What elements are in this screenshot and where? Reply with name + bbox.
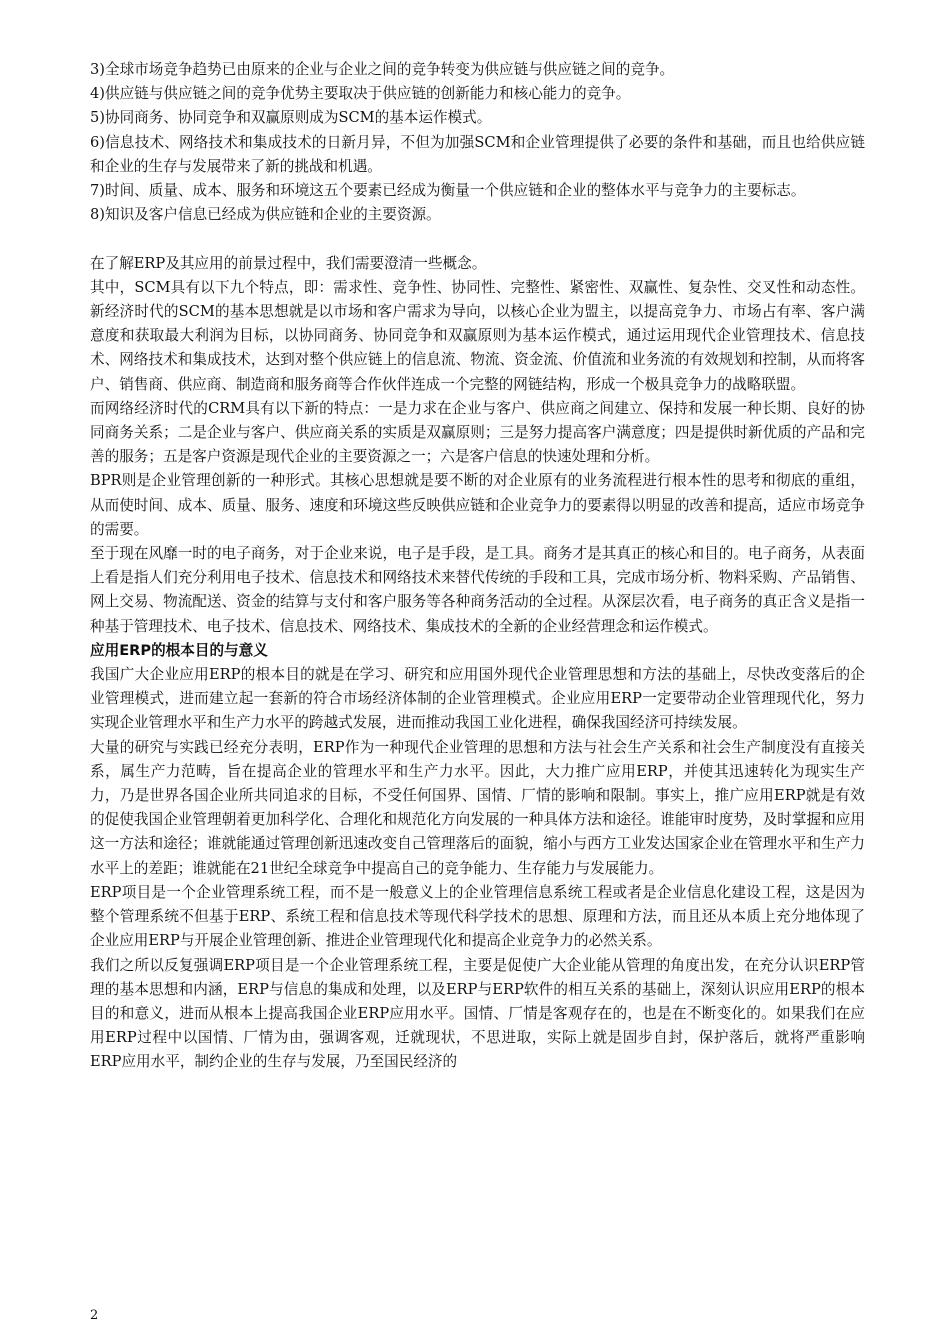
list-item: 8)知识及客户信息已经成为供应链和企业的主要资源。 — [90, 206, 441, 224]
list-item: 3)全球市场竞争趋势已由原来的企业与企业之间的竞争转变为供应链与供应链之间的竞争。 — [90, 61, 675, 78]
paragraph: 其中，SCM具有以下九个特点，即：需求性、竞争性、协同性、完整性、紧密性、双赢性、复杂性、交叉性和动态性。新经济时代的SCM的基本思想就是以市场和客户需求为导向，以核心企业为盟主，以提高竞争力、市场占有率、客户满意度和获取最大利润为目标，以协同商务、协同竞争和双赢原则为基本运作模式，通过运用现代企业管理技术、信息技术、网络技术和集成技术，达到对整个供应链上的信息流、物流、资金流、价值流和业务流的有效规划和控制，从而将客户、销售商、供应商、制造商和服务商等合作伙伴连成一个完整的网链结构，形成一个极具竞争力的战略联盟。 — [90, 278, 865, 393]
list-item: 4)供应链与供应链之间的竞争优势主要取决于供应链的创新能力和核心能力的竞争。 — [90, 85, 631, 103]
paragraph: 至于现在风靡一时的电子商务，对于企业来说，电子是手段，是工具。商务才是其真正的核心和目的。电子商务，从表面上看是指人们充分利用电子技术、信息技术和网络技术来替代传统的手段和工具，完成市场分析、物料采购、产品销售、网上交易、物流配送、资金的结算与支付和客户服务等各种商务活动的全过程。从深层次看，电子商务的真正含义是指一种基于管理技术、电子技术、信息技术、网络技术、集成技术的全新的企业经营理念和运作模式。 — [90, 545, 865, 635]
paragraph: 大量的研究与实践已经充分表明，ERP作为一种现代企业管理的思想和方法与社会生产关系和社会生产制度没有直接关系，属生产力范畴，旨在提高企业的管理水平和生产力水平。因此，大力推广应用ERP，并使其迅速转化为现实生产力，乃是世界各国企业所共同追求的目标，不受任何国界、国情、厂情的影响和限制。事实上，推广应用ERP就是有效的促使我国企业管理朝着更加科学化、合理化和规范化方向发展的一种具体方法和途径。谁能审时度势，及时掌握和应用这一方法和途径；谁就能通过管理创新迅速改变自己管理落后的面貌，缩小与西方工业发达国家企业在管理水平和生产力水平上的差距；谁就能在21世纪全球竞争中提高自己的竞争能力、生存能力与发展能力。 — [90, 738, 865, 877]
list-item: 6)信息技术、网络技术和集成技术的日新月异，不但为加强SCM和企业管理提供了必要的条件和基础，而且也给供应链和企业的生存与发展带来了新的挑战和机遇。 — [90, 133, 865, 175]
blank-line — [90, 227, 865, 251]
paragraph: 而网络经济时代的CRM具有以下新的特点：一是力求在企业与客户、供应商之间建立、保持和发展一种长期、良好的协同商务关系；二是企业与客户、供应商关系的实质是双赢原则；三是努力提高客户满意度；四是提供时新优质的产品和完善的服务；五是客户资源是现代企业的主要资源之一；六是客户信息的快速处理和分析。 — [90, 399, 865, 466]
list-item: 7)时间、质量、成本、服务和环境这五个要素已经成为衡量一个供应链和企业的整体水平与竞争力的主要标志。 — [90, 182, 806, 200]
paragraph: 在了解ERP及其应用的前景过程中，我们需要澄清一些概念。 — [90, 254, 487, 272]
paragraph: 我们之所以反复强调ERP项目是一个企业管理系统工程，主要是促使广大企业能从管理的角度出发，在充分认识ERP管理的基本思想和内涵，ERP与信息的集成和处理，以及ERP与ERP软件的相互关系的基础上，深刻认识应用ERP的根本目的和意义，进而从根本上提高我国企业ERP应用水平。国情、厂情是客观存在的，也是在不断变化的。如果我们在应用ERP过程中以国情、厂情为由，强调客观，迁就现状，不思进取，实际上就是固步自封，保护落后，就将严重影响ERP应用水平，制约企业的生存与发展，乃至国民经济的 — [90, 956, 865, 1071]
list-item: 5)协同商务、协同竞争和双赢原则成为SCM的基本运作模式。 — [90, 109, 492, 127]
document-body — [90, 58, 865, 1075]
paragraph: 我国广大企业应用ERP的根本目的就是在学习、研究和应用国外现代企业管理思想和方法的基础上，尽快改变落后的企业管理模式，进而建立起一套新的符合市场经济体制的企业管理模式。企业应用ERP一定要带动企业管理现代化，努力实现企业管理水平和生产力水平的跨越式发展，进而推动我国工业化进程，确保我国经济可持续发展。 — [90, 666, 865, 732]
page-number: 2 — [90, 1308, 99, 1323]
section-heading: 应用ERP的根本目的与意义 — [90, 641, 268, 659]
paragraph: ERP项目是一个企业管理系统工程，而不是一般意义上的企业管理信息系统工程或者是企业信息化建设工程，这是因为整个管理系统不但基于ERP、系统工程和信息技术等现代科学技术的思想、原理和方法，而且还从本质上充分地体现了企业应用ERP与开展企业管理创新、推进企业管理现代化和提高企业竞争力的必然关系。 — [90, 883, 865, 950]
paragraph: BPR则是企业管理创新的一种形式。其核心思想就是要不断的对企业原有的业务流程进行根本性的思考和彻底的重组，从而使时间、成本、质量、服务、速度和环境这些反映供应链和企业竞争力的要素得以明显的改善和提高，适应市场竞争的需要。 — [90, 472, 865, 538]
